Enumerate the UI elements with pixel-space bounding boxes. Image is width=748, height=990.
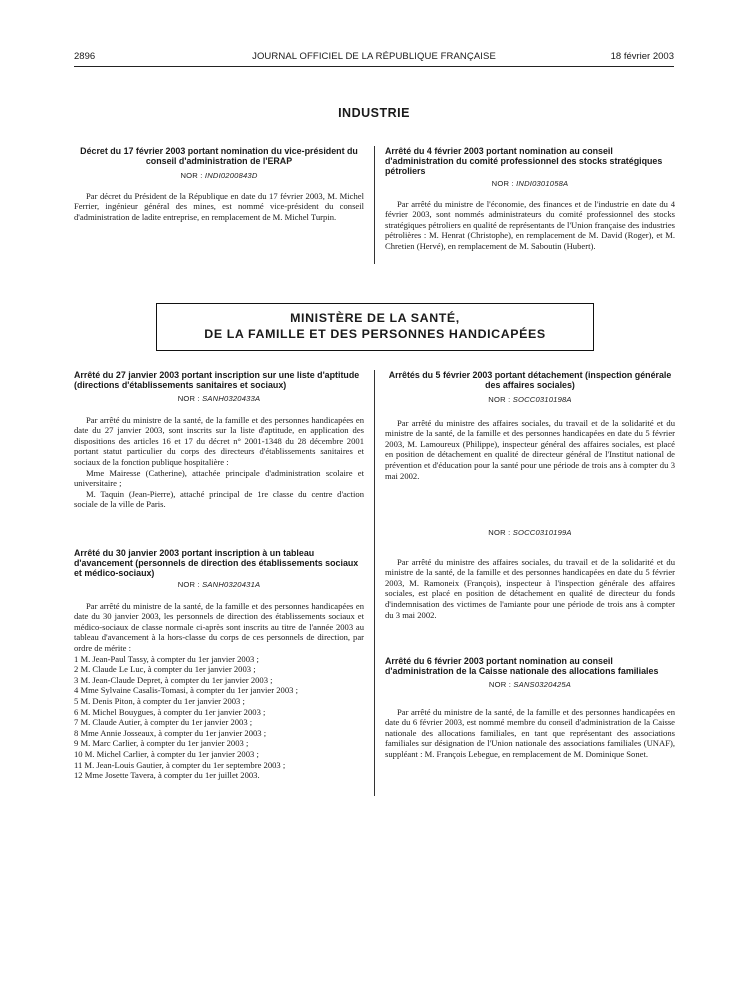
nor-line: NOR : INDI0200843D: [180, 171, 258, 180]
arrete-stocks-title: Arrêté du 4 février 2003 portant nomination au conseil d'administration du comité professionnel des stocks stratégiques pétroliers: [385, 146, 663, 176]
arrete-caisse-title: Arrêté du 6 février 2003 portant nomination au conseil d'administration de la Caisse nationale des allocations familiales: [385, 656, 659, 676]
list-item: 7 M. Claude Autier, à compter du 1er janvier 2003 ;: [74, 717, 253, 728]
nor-line: NOR : INDI0301058A: [491, 179, 569, 188]
list-item: 6 M. Michel Bouygues, à compter du 1er janvier 2003 ;: [74, 706, 266, 717]
nor-line: NOR : SANS0320425A: [488, 680, 572, 689]
arrete-tableau-body: Par arrêté du ministre de la santé, de la famille et des personnes handicapées en date du 30 janvier 2003, les personnels de direction des établissements sociaux et médico-sociaux de classe normale ci-après sont inscrits au titre de l'année 2003 au tableau d'avancement à la hors-classe du corps de ces personnels de direction, par ordre de mérite :: [74, 600, 364, 653]
arrete-caisse-allocations: [385, 656, 675, 760]
arrete-detachement-1-body: Par arrêté du ministre des affaires sociales, du travail et de la solidarité et du ministre de la santé, de la famille et des personnes handicapées en date du 5 février 2003, M. Lamoureux (Philippe), inspecteur général des affaires sociales, est placé en position de détachement en qualité de directeur général de l'Institut national de prévention et d'éducation pour la santé pour une période de trois ans à compter du 3 mai 2002.: [385, 417, 675, 481]
arrete-caisse-body: Par arrêté du ministre de la santé, de la famille et des personnes handicapées en date du 6 février 2003, est nommé membre du conseil d'administration de la Caisse nationale des allocations familiales, en tant que représentant des associations familiales sur désignation de l'Union nationale des associations familiales (UNAF), suppléant : M. François Lebegue, en remplacement de M. Dominique Sonet.: [385, 706, 675, 759]
merit-list: [74, 654, 364, 781]
arrete-liste-aptitude: [74, 370, 364, 510]
header-rule: [74, 66, 674, 67]
arrete-tableau-title: Arrêté du 30 janvier 2003 portant inscription à un tableau d'avancement (personnels de direction des établissements sociaux et médico-sociaux): [74, 548, 359, 578]
aptitude-entry: M. Taquin (Jean-Pierre), attaché principal de 1re classe du centre d'action sociale de la ville de Paris.: [74, 488, 364, 510]
ministry-title-line1: MINISTÈRE DE LA SANTÉ,: [290, 311, 460, 325]
list-item: 11 M. Jean-Louis Gautier, à compter du 1er septembre 2003 ;: [74, 759, 286, 770]
list-item: 2 M. Claude Le Luc, à compter du 1er janvier 2003 ;: [74, 664, 256, 675]
arrete-tableau-avancement: [74, 548, 364, 781]
list-item: 10 M. Michel Carlier, à compter du 1er janvier 2003 ;: [74, 748, 259, 759]
nor-code: SANH0320433A: [202, 394, 261, 403]
list-item: 8 Mme Annie Josseaux, à compter du 1er janvier 2003 ;: [74, 727, 267, 738]
arrete-detachement-2: [385, 528, 675, 620]
nor-line: NOR : SANH0320433A: [177, 394, 261, 403]
column-divider: [374, 146, 375, 264]
list-item: 3 M. Jean-Claude Depret, à compter du 1er janvier 2003 ;: [74, 674, 273, 685]
ministry-heading-box: [156, 303, 594, 351]
list-item: 9 M. Marc Carlier, à compter du 1er janvier 2003 ;: [74, 738, 249, 749]
nor-code: INDI0200843D: [204, 171, 258, 180]
nor-line: NOR : SANH0320431A: [177, 580, 261, 589]
arrete-liste-aptitude-title: Arrêté du 27 janvier 2003 portant inscription sur une liste d'aptitude (directions d'établissements sanitaires et sociaux): [74, 370, 360, 390]
list-item: 5 M. Denis Piton, à compter du 1er janvier 2003 ;: [74, 695, 245, 706]
arrete-detachement-2-body: Par arrêté du ministre des affaires sociales, du travail et de la solidarité et du ministre de la santé, de la famille et des personnes handicapées en date du 5 février 2003, M. Ramoneix (François), inspecteur à l'inspection générale des affaires sociales, est placé en position de détachement en qualité de directeur du fonds d'indemnisation des victimes de l'amiante pour une période de trois ans à compter du 3 mai 2002.: [385, 556, 675, 620]
arrete-detachement-1: [385, 370, 675, 481]
nor-code: SANS0320425A: [513, 680, 572, 689]
arrete-liste-aptitude-body: Par arrêté du ministre de la santé, de la famille et des personnes handicapées en date du 27 janvier 2003, sont inscrits sur la liste d'aptitude, en application des dispositions des articles 16 et 17 du décret n° 2001-1348 du 28 décembre 2001 portant statut particulier du corps des directeurs d'établissements sanitaires et sociaux de la fonction publique hospitalière :: [74, 414, 364, 467]
ministry-title-line2: DE LA FAMILLE ET DES PERSONNES HANDICAPÉES: [204, 327, 546, 341]
section-title-industrie: INDUSTRIE: [338, 106, 410, 120]
nor-line: NOR : SOCC0310198A: [488, 395, 572, 404]
nor-code: SANH0320431A: [202, 580, 261, 589]
nor-code: SOCC0310198A: [512, 395, 572, 404]
nor-line: NOR : SOCC0310199A: [488, 528, 572, 537]
arrete-stocks-body: Par arrêté du ministre de l'économie, des finances et de l'industrie en date du 4 février 2003, sont nommés administrateurs du comité professionnel des stocks stratégiques pétroliers en qualité de représentants de l'Union française des industries pétrolières : M. Henrat (Christophe), en remplacement de M. David (Roger), et M. Chretien (Hervé), en remplacement de M. Saboutin (Hubert).: [385, 198, 675, 251]
decret-erap: [74, 146, 364, 222]
decret-erap-body: Par décret du Président de la République en date du 17 février 2003, M. Michel Ferrier, ingénieur général des mines, est nommé vice-président du conseil d'administration de ladite entreprise, en remplacement de M. Michel Turpin.: [74, 190, 364, 222]
list-item: 1 M. Jean-Paul Tassy, à compter du 1er janvier 2003 ;: [74, 653, 259, 664]
journal-title: JOURNAL OFFICIEL DE LA RÉPUBLIQUE FRANÇAISE: [252, 51, 496, 62]
page-number: 2896: [74, 51, 96, 62]
list-item: 12 Mme Josette Tavera, à compter du 1er juillet 2003.: [74, 770, 260, 781]
column-divider: [374, 370, 375, 796]
arrete-detachement-title: Arrêtés du 5 février 2003 portant détachement (inspection générale des affaires sociales): [388, 370, 672, 390]
aptitude-entry: Mme Mairesse (Catherine), attachée principale d'administration scolaire et universitaire ;: [74, 467, 364, 489]
list-item: 4 Mme Sylvaine Casalis-Tomasi, à compter du 1er janvier 2003 ;: [74, 685, 298, 696]
decret-erap-title: Décret du 17 février 2003 portant nomination du vice-président du conseil d'administration de l'ERAP: [80, 146, 358, 166]
issue-date: 18 février 2003: [610, 51, 674, 62]
nor-code: INDI0301058A: [516, 179, 569, 188]
arrete-stocks-petroliers: [385, 146, 675, 252]
nor-code: SOCC0310199A: [512, 528, 572, 537]
page-header: [74, 51, 674, 65]
